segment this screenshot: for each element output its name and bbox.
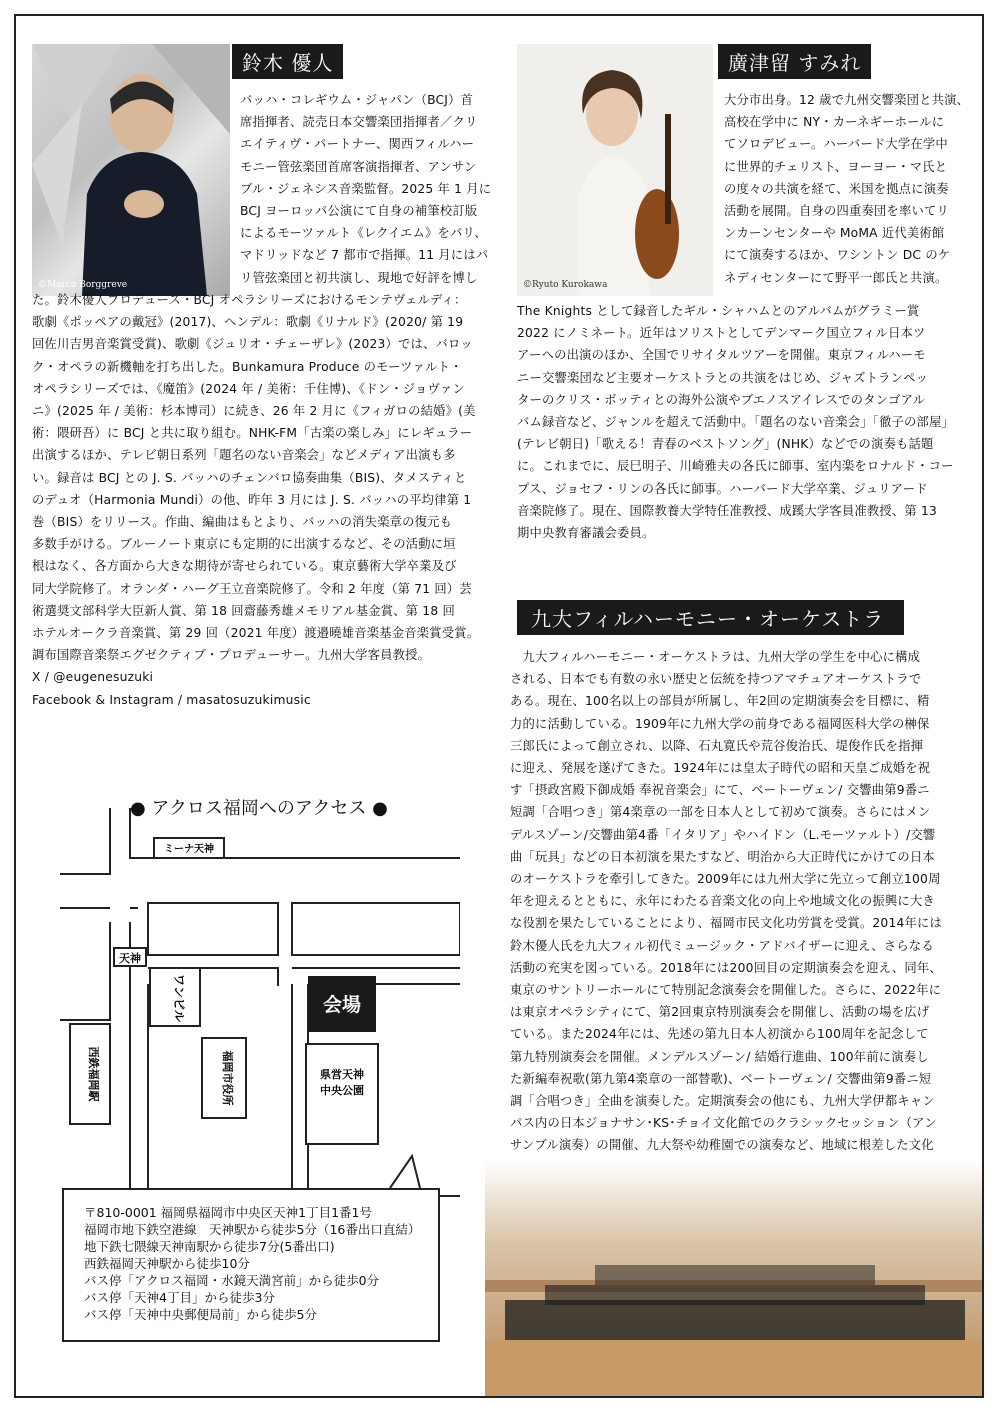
access-line: バス停「天神4丁目」から徒歩3分 — [84, 1290, 275, 1305]
suzuki-photo-credit: ©Marco Borggreve — [38, 280, 128, 290]
text-line: 活動の充実を図っている。2018年には200回目の定期演奏会を迎え、同年、 — [510, 960, 942, 975]
text-line: にて演奏するほか、ワシントン DC のケ — [724, 248, 951, 263]
suzuki-bio-upper — [240, 89, 500, 289]
hirotsuru-bio-upper — [724, 89, 974, 289]
text-line: のオーケストラを牽引してきた。2009年には九州大学に先立って創立100周 — [510, 872, 941, 887]
text-line: の度々の共演を経て、米国を拠点に演奏 — [724, 181, 949, 196]
text-line: デルスゾーン/交響曲第4番「イタリア」やハイドン（L.モーツァルト）/交響 — [510, 827, 936, 842]
text-line: 調「合唱つき」全曲を演奏した。定期演奏会の他にも、九州大学伊都キャン — [510, 1094, 935, 1109]
text-line: 東京のサントリーホールにて特別記念演奏会を開催した。さらに、2022年に — [510, 983, 942, 998]
text-line: 調布国際音楽祭エグゼクティブ・プロデューサー。九州大学客員教授。 — [32, 648, 431, 663]
map-label-venue: 会場 — [322, 994, 362, 1016]
text-line: 根はなく、各方面から大きな期待が寄せられている。東京藝術大学卒業及び — [32, 559, 457, 574]
text-line: (テレビ朝日)「歌える！青春のベストソング」(NHK）などでの演奏も話題 — [517, 437, 934, 452]
hirotsuru-photo — [517, 44, 713, 296]
text-line: リ管弦楽団と初共演し、現地で好評を博し — [240, 270, 478, 285]
suzuki-bio-lower — [32, 289, 502, 711]
address-line: 〒810-0001 福岡県福岡市中央区天神1丁目1番1号 — [84, 1205, 373, 1220]
text-line: 期中央教育審議会委員。 — [517, 526, 655, 541]
text-line: に。これまでに、辰巳明子、川崎雅夫の各氏に師事、室内楽をロナルド・コー — [517, 459, 954, 474]
text-line: 年を迎えるとともに、永年にわたる音楽文化の向上や地域文化の振興に大き — [510, 894, 935, 909]
text-line: は東京オペラシティにて、第2回東京特別演奏会を開催し、活動の場を広げ — [510, 1005, 930, 1020]
text-line: サンブル演奏）の開催、九大祭や幼稚園での演奏など、地域に根差した文化 — [510, 1138, 934, 1153]
text-line: た。鈴木優人プロデュース・BCJ オペラシリーズにおけるモンテヴェルディ： — [32, 293, 467, 307]
text-line: 第九特別演奏会を開催。メンデルスゾーン/ 結婚行進曲、100年前に演奏し — [510, 1049, 929, 1064]
hirotsuru-name-label: 廣津留 すみれ — [718, 44, 871, 79]
text-line: 出演するほか、テレビ朝日系列「題名のない音楽会」などメディア出演も多 — [32, 448, 456, 463]
text-line: 多数手がける。ブルーノート東京にも定期的に出演するなど、その活動に垣 — [32, 537, 456, 552]
text-line: い。録音は BCJ との J. S. バッハのチェンバロ協奏曲集（BIS)、タメスティと — [32, 470, 467, 485]
text-line: に迎え、発展を遂げてきた。1924年には皇太子時代の昭和天皇ご成婚を祝 — [510, 761, 931, 776]
suzuki-portrait-illustration — [32, 44, 230, 296]
access-title: ● アクロス福岡へのアクセス ● — [130, 798, 388, 819]
text-line: 巻（BIS）をリリース。作曲、編曲はもとより、バッハの消失楽章の復元も — [32, 515, 453, 530]
map-label-city-hall: 福岡市役所 — [221, 1050, 234, 1106]
text-line: ニー交響楽団など主要オーケストラとの共演をはじめ、ジャズトランペッ — [517, 370, 929, 385]
text-line: マドリッドなど 7 都市で指揮。11 月にはパ — [240, 248, 489, 263]
text-line: ホテルオークラ音楽賞、第 29 回（2021 年度）渡邉曉雄音楽基金音楽賞受賞。 — [32, 626, 480, 641]
text-line: 三郎氏によって創立され、以降、石丸寛氏や荒谷俊治氏、堤俊作氏を指揮 — [510, 738, 924, 753]
text-line: The Knights として録音したギル・シャハムとのアルバムがグラミー賞 — [517, 304, 920, 318]
suzuki-x-handle[interactable]: X / @eugenesuzuki — [32, 670, 154, 685]
text-line: 席指揮者、読売日本交響楽団指揮者／クリ — [240, 115, 478, 130]
text-line: オペラシリーズでは、《魔笛》(2024 年 / 美術：千住博)、《ドン・ジョヴァン — [32, 381, 465, 396]
text-line: バム録音など、ジャンルを超えて活動中。「題名のない音楽会」「徹子の部屋」 — [517, 415, 955, 430]
hirotsuru-bio-lower — [517, 300, 977, 544]
text-line: 大分市出身。12 歳で九州交響楽団と共演、 — [724, 93, 970, 107]
access-line: 地下鉄七隈線天神南駅から徒歩7分(5番出口) — [84, 1239, 335, 1254]
map-label-park-1: 県営天神 — [320, 1068, 364, 1081]
text-line: される、日本でも有数の永い歴史と伝統を持つアマチュアオーケストラで — [510, 672, 922, 687]
text-line: ネディセンターにて野平一郎氏と共演。 — [724, 270, 948, 285]
orchestra-hall-illustration — [485, 1160, 982, 1396]
text-line: た新編奉祝歌(第九第4楽章の一部替歌)、ベートーヴェン/ 交響曲第9番ニ短 — [510, 1071, 932, 1086]
text-line: ニ》(2025 年 / 美術：杉本博司）に続き、26 年 2 月に《フィガロの結婚》(美 — [32, 404, 476, 419]
text-line: な役割を果たしていることにより、福岡市民文化功労賞を受賞。2014年には — [510, 916, 942, 931]
map-label-station: 西鉄福岡駅 — [87, 1046, 100, 1102]
text-line: てソロデビュー。ハーバード大学在学中 — [724, 137, 948, 152]
text-line: BCJ ヨーロッパ公演にて自身の補筆校訂版 — [240, 204, 478, 219]
text-line: パス内の日本ジョナサン･KS･チョイ文化館でのクラシックセッション（アン — [510, 1116, 937, 1131]
text-line: ク・オペラの新機軸を打ち出した。Bunkamura Produce のモーツァルト・ — [32, 359, 463, 374]
hirotsuru-photo-credit: ©Ryuto Kurokawa — [523, 280, 608, 290]
hirotsuru-portrait-illustration — [517, 44, 713, 296]
text-line: のデュオ（Harmonia Mundi）の他、昨年 3 月には J. S. バッハの平均律第 1 — [32, 492, 472, 507]
text-line: 音楽院修了。現在、国際教養大学特任准教授、成蹊大学客員准教授、第 13 — [517, 503, 938, 518]
access-line: バス停「アクロス福岡・水鏡天満宮前」から徒歩0分 — [84, 1273, 380, 1288]
text-line: ている。また2024年には、先述の第九日本人初演から100周年を記念して — [510, 1027, 929, 1042]
text-line: 術：隈研吾）に BCJ と共に取り組む。NHK-FM「古楽の楽しみ」にレギュラー — [32, 426, 473, 441]
text-line: す「摂政宮殿下御成婚 奉祝音楽会」にて、ベートーヴェン/ 交響曲第9番ニ — [510, 783, 930, 798]
text-line: 活動を展開。自身の四重奏団を率いてリ — [724, 204, 949, 219]
access-line: バス停「天神中央郵便局前」から徒歩5分 — [84, 1307, 317, 1322]
text-line: アーへの出演のほか、全国でリサイタルツアーを開催。東京フィルハーモ — [517, 348, 926, 363]
map-label-park-2: 中央公園 — [320, 1084, 364, 1097]
text-line: 同大学院修了。オランダ・ハーグ王立音楽院修了。令和 2 年度（第 71 回）芸 — [32, 581, 472, 596]
access-line: 西鉄福岡天神駅から徒歩10分 — [84, 1256, 250, 1271]
text-line: 回佐川吉男音楽賞受賞)、歌劇《ジュリオ・チェーザレ》(2023）では、バロッ — [32, 337, 473, 352]
suzuki-sns-handle[interactable]: Facebook & Instagram / masatosuzukimusic — [32, 692, 311, 707]
text-line: ターのクリス・ボッティとの海外公演やブエノスアイレスでのタンゴアル — [517, 392, 926, 407]
text-line: ンカーンセンターや MoMA 近代美術館 — [724, 226, 945, 241]
text-line: ある。現在、100名以上の部員が所属し、年2回の定期演奏会を目標に、精 — [510, 694, 930, 709]
text-line: 鈴木優人氏を九大フィル初代ミュージック・アドバイザーに迎え、さらなる — [510, 938, 934, 953]
orchestra-name-label: 九大フィルハーモニー・オーケストラ — [517, 600, 904, 635]
text-line: ブル・ジェネシス音楽監督。2025 年 1 月に — [240, 181, 492, 196]
text-line: によるモーツァルト《レクイエム》をパリ、 — [240, 226, 487, 241]
text-line: モニー管弦楽団首席客演指揮者、アンサン — [240, 159, 477, 174]
orchestra-photo — [485, 1160, 982, 1396]
text-line: に世界的チェリスト、ヨーヨー・マ氏と — [724, 159, 948, 174]
map-label-tenjin: 天神 — [119, 952, 141, 965]
access-line: 福岡市地下鉄空港線 天神駅から徒歩5分（16番出口直結） — [84, 1222, 421, 1237]
address-box — [62, 1188, 440, 1342]
text-line: プス、ジョセフ・リンの各氏に師事。ハーバード大学卒業、ジュリアード — [517, 481, 928, 496]
orchestra-bio — [510, 646, 980, 1201]
text-line: 力的に活動している。1909年に九州大学の前身である福岡医科大学の榊保 — [510, 716, 930, 731]
text-line: 短調「合唱つき」第4楽章の一部を日本人として初めて演奏。さらにはメン — [510, 805, 931, 820]
map-label-one-building: ワンビル — [172, 973, 186, 1023]
suzuki-name-label: 鈴木 優人 — [232, 44, 343, 79]
text-line: 2022 にノミネート。近年はソリストとしてデンマーク国立フィル日本ツ — [517, 326, 926, 341]
text-line: 曲「玩具」などの日本初演を果たすなど、明治から大正時代にかけての日本 — [510, 849, 935, 864]
text-line: 術選奨文部科学大臣新人賞、第 18 回齋藤秀雄メモリアル基金賞、第 18 回 — [32, 603, 455, 618]
text-line: バッハ・コレギウム・ジャパン（BCJ）首 — [240, 93, 474, 107]
map-label-mina: ミーナ天神 — [164, 844, 214, 855]
text-line: 歌劇《ポッペアの戴冠》(2017)、ヘンデル：歌劇《リナルド》(2020/ 第 19 — [32, 315, 464, 330]
text-line: 九大フィルハーモニー・オーケストラは、九州大学の学生を中心に構成 — [510, 650, 921, 664]
text-line: 高校在学中に NY・カーネギーホールに — [724, 115, 945, 130]
text-line: エイティヴ・パートナー、関西フィルハー — [240, 137, 475, 152]
suzuki-photo — [32, 44, 230, 296]
